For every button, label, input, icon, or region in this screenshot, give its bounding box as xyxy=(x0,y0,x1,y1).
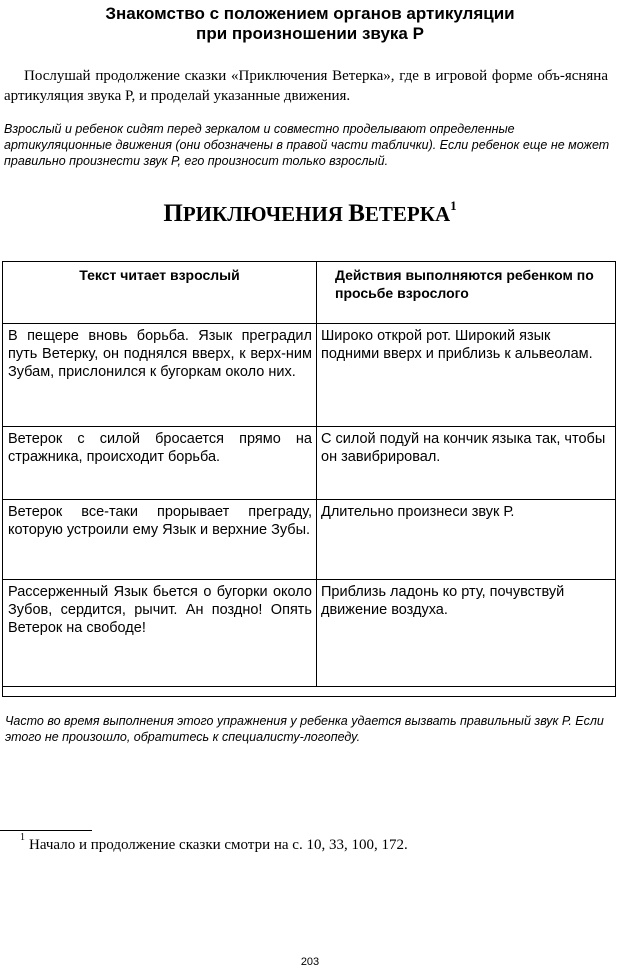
row-4-adult-text: Рассерженный Язык бьется о бугорки около Зубов, сердится, рычит. Ан поздно! Опять Ветерок на свободе! xyxy=(3,579,317,686)
row-3-child-action: Длительно произнеси звук Р. xyxy=(317,499,616,579)
footnote-reference: 1 xyxy=(450,198,457,213)
section-heading-line-2: при произношении звука Р xyxy=(196,24,424,43)
section-heading-line-1: Знакомство с положением органов артикуляции xyxy=(105,4,515,23)
row-2-adult-text: Ветерок с силой бросается прямо на стражника, происходит борьба. xyxy=(3,427,317,499)
table-row xyxy=(3,324,616,427)
footnote-text: Начало и продолжение сказки смотри на с. 10, 33, 100, 172. xyxy=(29,837,408,853)
story-title-word-2: ЕТЕРКА xyxy=(364,202,451,226)
table-row xyxy=(3,579,616,686)
table-spacer-cell xyxy=(3,686,616,696)
table-header-row xyxy=(3,262,616,324)
row-2-child-action: С силой подуй на кончик языка так, чтобы он завибрировал. xyxy=(317,427,616,499)
footnote-mark: 1 xyxy=(20,832,25,843)
table-row xyxy=(3,427,616,499)
row-1-adult-text: В пещере вновь борьба. Язык преградил путь Ветерку, он поднялся вверх, к верх-ним Зубам, прислонился к бугоркам около них. xyxy=(3,324,317,427)
table-spacer-row xyxy=(3,686,616,696)
header-left: Текст читает взрослый xyxy=(3,262,317,324)
row-1-child-action: Широко открой рот. Широкий язык подними вверх и приблизь к альвеолам. xyxy=(317,324,616,427)
page-number: 203 xyxy=(300,956,320,968)
story-title-word-1: РИКЛЮЧЕНИЯ xyxy=(182,202,343,226)
instruction-note: Взрослый и ребенок сидят перед зеркалом и совместно проделывают определенные артикуляционные движения (они обозначены в правой части таблички). Если ребенок еще не может правильно произнести звук Р, его произносит только взрослый. xyxy=(4,122,610,168)
intro-paragraph: Послушай продолжение сказки «Приключения Ветерка», где в игровой форме объ-ясняна артикуляция звука Р, и проделай указанные движения. xyxy=(4,68,608,104)
story-title xyxy=(0,200,620,228)
story-title-initial-2: В xyxy=(348,200,365,227)
story-table xyxy=(2,261,616,697)
footnote-divider xyxy=(0,830,92,831)
row-3-adult-text: Ветерок все-таки прорывает преграду, которую устроили ему Язык и верхние Зубы. xyxy=(3,499,317,579)
header-right: Действия выполняются ребенком по просьбе взрослого xyxy=(317,262,616,324)
row-4-child-action: Приблизь ладонь ко рту, почувствуй движение воздуха. xyxy=(317,579,616,686)
table-row xyxy=(3,499,616,579)
bottom-note: Часто во время выполнения этого упражнения у ребенка удается вызвать правильный звук Р. Если этого не произошло, обратитесь к специалисту-логопеду. xyxy=(5,714,604,744)
footnote xyxy=(20,832,408,854)
story-title-initial-1: П xyxy=(163,200,183,227)
